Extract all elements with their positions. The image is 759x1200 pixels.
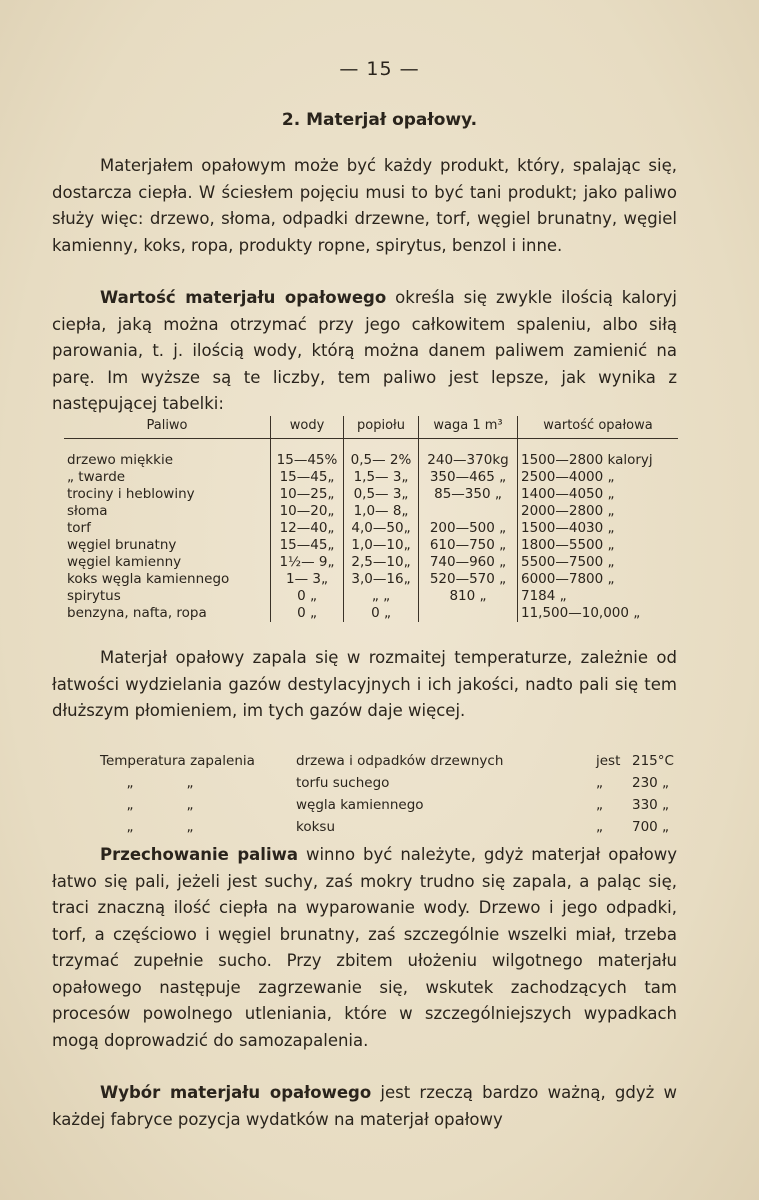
cell-water: 1— 3„ bbox=[271, 571, 344, 588]
temperature-value: 330 „ bbox=[632, 797, 670, 813]
cell-water: 15—45„ bbox=[271, 469, 344, 486]
cell-water: 0 „ bbox=[271, 605, 344, 622]
table-row bbox=[64, 486, 678, 503]
cell-ash: „ „ bbox=[344, 588, 419, 605]
cell-ash: 1,0—10„ bbox=[344, 537, 419, 554]
cell-fuel: słoma bbox=[67, 503, 108, 519]
cell-fuel: torf bbox=[67, 520, 91, 536]
paragraph-storage-lead: Przechowanie paliwa bbox=[100, 845, 298, 864]
cell-heating-value: 1500—2800 kaloryj bbox=[518, 439, 679, 470]
ditto-mark: „ bbox=[126, 775, 134, 791]
header-ash: popiołu bbox=[344, 416, 419, 439]
cell-weight: 85—350 „ bbox=[419, 486, 518, 503]
temperature-subject: drzewa i odpadków drzewnych bbox=[296, 753, 504, 769]
ditto-mark: „ bbox=[186, 797, 194, 813]
cell-water: 10—20„ bbox=[271, 503, 344, 520]
cell-fuel: trociny i heblowiny bbox=[67, 486, 195, 502]
cell-fuel: benzyna, nafta, ropa bbox=[67, 605, 207, 621]
table-row bbox=[64, 571, 678, 588]
cell-weight: 200—500 „ bbox=[419, 520, 518, 537]
cell-ash: 3,0—16„ bbox=[344, 571, 419, 588]
cell-heating-value: 1400—4050 „ bbox=[518, 486, 679, 503]
table-row bbox=[64, 469, 678, 486]
header-heating-value: wartość opałowa bbox=[518, 416, 679, 439]
ditto-mark: „ bbox=[126, 797, 134, 813]
ignition-temperature-list bbox=[100, 750, 680, 838]
cell-water: 15—45„ bbox=[271, 537, 344, 554]
cell-ash: 4,0—50„ bbox=[344, 520, 419, 537]
paragraph-fuel-value bbox=[52, 285, 677, 418]
paragraph-storage-text: winno być należyte, gdyż materjał opałowy łatwo się pali, jeżeli jest suchy, zaś mokry trudno się zapala, a paląc się, traci znaczną ilość ciepła na wyparowanie wody. Drzewo i jego odpadki, torf, a częściowo i węgiel brunatny, zaś szczególnie wszelki miał, trzeba trzymać zupełnie sucho. Przy zbitem ułożeniu wilgotnego materjału opałowego następuje zagrzewanie się, wskutek zachodzących tam procesów powolnego utleniania, które w szczególniejszych wypadkach mogą doprowadzić do samozapalenia. bbox=[52, 845, 677, 1050]
cell-heating-value: 6000—7800 „ bbox=[518, 571, 679, 588]
table-row bbox=[64, 439, 678, 470]
cell-weight bbox=[419, 605, 518, 622]
cell-heating-value: 2000—2800 „ bbox=[518, 503, 679, 520]
paragraph-ignition: Materjał opałowy zapala się w rozmaitej temperaturze, zależnie od łatwości wydzielania gazów destylacyjnych i ich jakości, nadto pali się tem dłuższym płomieniem, im tych gazów daje więcej. bbox=[52, 648, 677, 720]
table-row bbox=[64, 537, 678, 554]
ditto-mark: „ bbox=[186, 775, 194, 791]
paragraph-storage bbox=[52, 842, 677, 1054]
cell-ash: 0,5— 3„ bbox=[344, 486, 419, 503]
temperature-row bbox=[100, 772, 680, 794]
cell-water: 0 „ bbox=[271, 588, 344, 605]
temperature-prefix: „ bbox=[596, 819, 603, 835]
cell-weight: 810 „ bbox=[419, 588, 518, 605]
cell-fuel: drzewo miękkie bbox=[67, 452, 174, 468]
temperature-subject: węgla kamiennego bbox=[296, 797, 424, 813]
temperature-prefix: jest bbox=[596, 753, 621, 769]
cell-heating-value: 11,500—10,000 „ bbox=[518, 605, 679, 622]
cell-water: 15—45% bbox=[271, 439, 344, 470]
ditto-mark: „ bbox=[126, 819, 134, 835]
paragraph-selection-lead: Wybór materjału opałowego bbox=[100, 1083, 372, 1102]
cell-weight: 240—370kg bbox=[419, 439, 518, 470]
cell-water: 10—25„ bbox=[271, 486, 344, 503]
fuel-table bbox=[64, 416, 678, 622]
temperature-row bbox=[100, 794, 680, 816]
cell-heating-value: 2500—4000 „ bbox=[518, 469, 679, 486]
temperature-row bbox=[100, 750, 680, 772]
cell-ash: 0 „ bbox=[344, 605, 419, 622]
cell-weight bbox=[419, 503, 518, 520]
cell-fuel: spirytus bbox=[67, 588, 121, 604]
table-row bbox=[64, 503, 678, 520]
cell-ash: 0,5— 2% bbox=[344, 439, 419, 470]
cell-ash: 1,0— 8„ bbox=[344, 503, 419, 520]
header-water: wody bbox=[271, 416, 344, 439]
cell-heating-value: 5500—7500 „ bbox=[518, 554, 679, 571]
cell-heating-value: 1500—4030 „ bbox=[518, 520, 679, 537]
temperature-row bbox=[100, 816, 680, 838]
paragraph-fuel-value-lead: Wartość materjału opałowego bbox=[100, 288, 387, 307]
section-heading: 2. Materjał opałowy. bbox=[281, 110, 478, 130]
cell-water: 12—40„ bbox=[271, 520, 344, 537]
paragraph-selection-text: jest rzeczą bardzo ważną, gdyż w każdej fabryce pozycja wydatków na materjał opałowy bbox=[52, 1083, 677, 1129]
paragraph-intro: Materjałem opałowym może być każdy produkt, który, spalając się, dostarcza ciepła. W ściesłem pojęciu musi to być tani produkt; jako paliwo służy więc: drzewo, słoma, odpadki drzewne, torf, węgiel brunatny, węgiel kamienny, koks, ropa, produkty ropne, spirytus, benzol i inne. bbox=[52, 156, 677, 255]
fuel-table-header bbox=[64, 416, 678, 439]
cell-weight: 520—570 „ bbox=[419, 571, 518, 588]
cell-weight: 350—465 „ bbox=[419, 469, 518, 486]
paragraph-selection bbox=[52, 1080, 677, 1133]
temperature-prefix: „ bbox=[596, 797, 603, 813]
cell-ash: 1,5— 3„ bbox=[344, 469, 419, 486]
header-fuel: Paliwo bbox=[64, 416, 271, 439]
header-weight: waga 1 m³ bbox=[419, 416, 518, 439]
temperature-label: Temperatura zapalenia bbox=[100, 753, 255, 769]
cell-weight: 610—750 „ bbox=[419, 537, 518, 554]
cell-water: 1½— 9„ bbox=[271, 554, 344, 571]
cell-heating-value: 1800—5500 „ bbox=[518, 537, 679, 554]
cell-fuel: węgiel brunatny bbox=[67, 537, 177, 553]
table-row bbox=[64, 605, 678, 622]
temperature-value: 230 „ bbox=[632, 775, 670, 791]
temperature-value: 215°C bbox=[632, 753, 674, 769]
page-number: — 15 — bbox=[339, 58, 420, 80]
table-row bbox=[64, 554, 678, 571]
table-row bbox=[64, 520, 678, 537]
cell-fuel: węgiel kamienny bbox=[67, 554, 182, 570]
paragraph-fuel-value-text: określa się zwykle ilością kaloryj ciepła, jaką można otrzymać przy jego całkowitem spaleniu, albo siłą parowania, t. j. ilością wody, którą można danem paliwem zamienić na parę. Im wyższe są te liczby, tem paliwo jest lepsze, jak wynika z następującej tabelki: bbox=[52, 288, 677, 413]
cell-fuel: koks węgla kamiennego bbox=[67, 571, 230, 587]
ditto-mark: „ bbox=[186, 819, 194, 835]
temperature-subject: torfu suchego bbox=[296, 775, 390, 791]
temperature-prefix: „ bbox=[596, 775, 603, 791]
cell-ash: 2,5—10„ bbox=[344, 554, 419, 571]
cell-weight: 740—960 „ bbox=[419, 554, 518, 571]
cell-fuel: „ twarde bbox=[67, 469, 126, 485]
temperature-subject: koksu bbox=[296, 819, 336, 835]
temperature-value: 700 „ bbox=[632, 819, 670, 835]
table-row bbox=[64, 588, 678, 605]
cell-heating-value: 7184 „ bbox=[518, 588, 679, 605]
